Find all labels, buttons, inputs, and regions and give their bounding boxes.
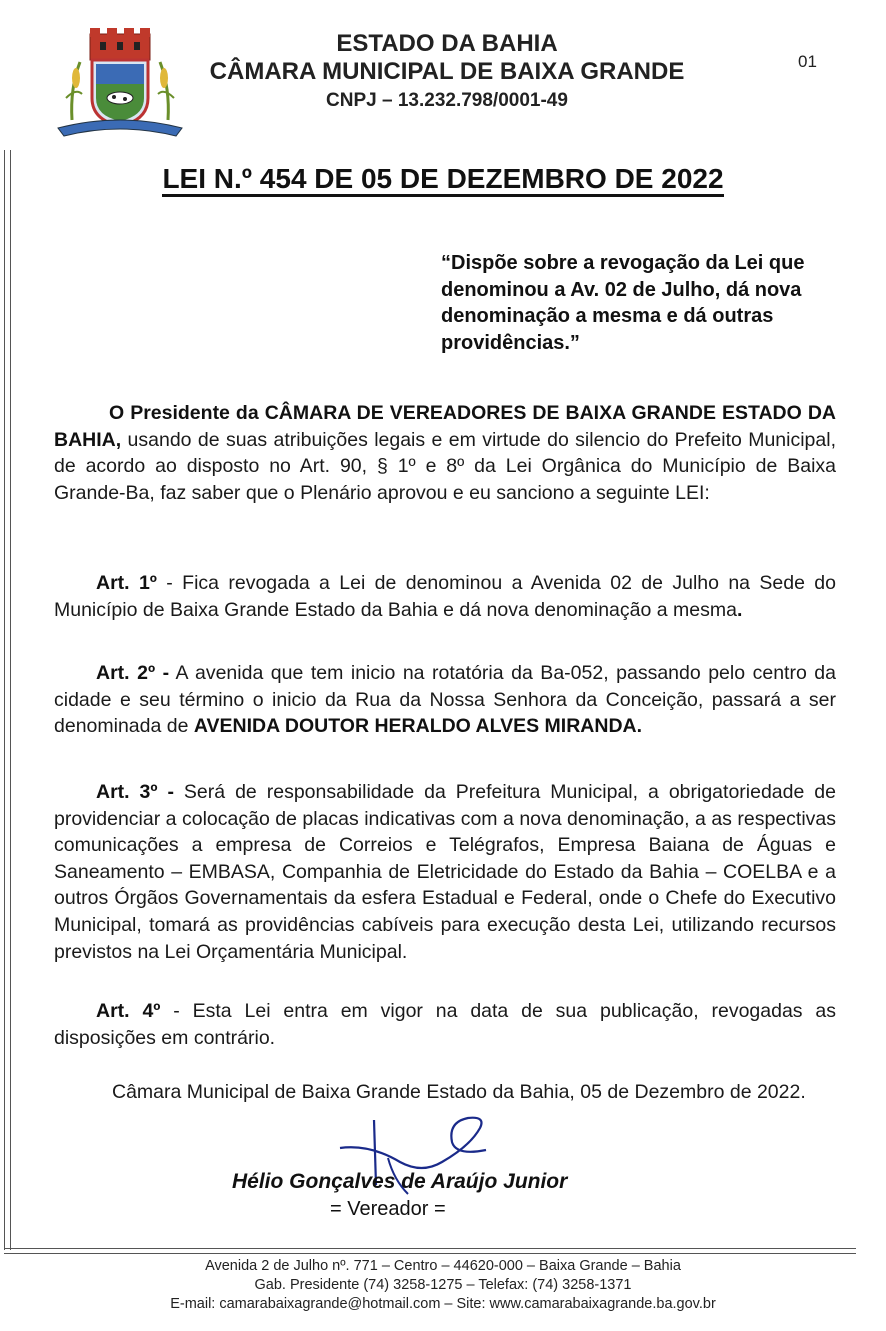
signer-role: = Vereador = [330, 1198, 446, 1220]
article-1 [54, 570, 836, 623]
article-2-label: Art. 2º - [96, 662, 170, 684]
article-1-text: - Fica revogada a Lei de denominou a Avenida 02 de Julho na Sede do Município de Baixa Grande Estado da Bahia e dá nova denominação a mesma [54, 572, 836, 621]
law-title-text: LEI N.º 454 DE 05 DE DEZEMBRO DE 2022 [162, 163, 723, 197]
article-2-bold-tail: AVENIDA DOUTOR HERALDO ALVES MIRANDA. [193, 715, 643, 738]
article-3-text: Será de responsabilidade da Prefeitura Municipal, a obrigatoriedade de providenciar a colocação de placas indicativas com a nova denominação, a as respectivas comunicações a empresa de Correios e Telégrafos, Empresa Baiana de Águas e Saneamento – EMBASA, Companhia de Eletricidade do Estado da Bahia – COELBA e a outros Órgãos Governamentais da esfera Estadual e Federal, onde o Chefe do Executivo Municipal, tomará as providências cabíveis para execução desta Lei, utilizando recursos previstos na Lei Orçamentária Municipal. [54, 781, 836, 963]
preamble-bold: O Presidente da CÂMARA DE VEREADORES DE BAIXA GRANDE ESTADO DA BAHIA, [54, 402, 836, 451]
header-chamber: CÂMARA MUNICIPAL DE BAIXA GRANDE [209, 58, 685, 85]
article-4-text: - Esta Lei entra em vigor na data de sua publicação, revogadas as disposições em contrário. [54, 1000, 837, 1049]
article-4 [54, 998, 836, 1051]
article-2 [54, 660, 836, 740]
preamble-paragraph [54, 400, 836, 506]
law-ementa: “Dispõe sobre a revogação da Lei que denominou a Av. 02 de Julho, dá nova denominação a mesma e dá outras providências.” [441, 252, 805, 354]
article-2-text: A avenida que tem inicio na rotatória da Ba-052, passando pelo centro da cidade e seu término o inicio da Rua da Nossa Senhora da Conceição, passará a ser denominada de [54, 662, 836, 738]
article-1-label: Art. 1º [96, 572, 157, 594]
signer-name: Hélio Gonçalves de Araújo Junior [232, 1170, 568, 1193]
article-3-label: Art. 3º - [96, 781, 174, 803]
left-border-rule [4, 150, 11, 1250]
closing-paragraph: Câmara Municipal de Baixa Grande Estado da Bahia, 05 de Dezembro de 2022. [112, 1081, 806, 1103]
article-4-label: Art. 4º [96, 1000, 161, 1022]
law-title [0, 163, 886, 195]
footer-address: Avenida 2 de Julho nº. 771 – Centro – 44620-000 – Baixa Grande – Bahia [205, 1258, 681, 1274]
header-cnpj: CNPJ – 13.232.798/0001-49 [326, 90, 568, 111]
page-number: 01 [798, 52, 817, 71]
bottom-border-rule [4, 1248, 856, 1254]
footer-contact: E-mail: camarabaixagrande@hotmail.com – Site: www.camarabaixagrande.ba.gov.br [170, 1296, 716, 1312]
article-3 [54, 779, 836, 965]
footer-phones: Gab. Presidente (74) 3258-1275 – Telefax: (74) 3258-1371 [254, 1277, 632, 1293]
preamble-text: usando de suas atribuições legais e em virtude do silencio do Prefeito Municipal, de acordo ao disposto no Art. 90, § 1º e 8º da Lei Orgânica do Município de Baixa Grande-Ba, faz saber que o Plenário aprovou e eu sanciono a seguinte LEI: [54, 428, 836, 504]
header-state: ESTADO DA BAHIA [336, 30, 558, 57]
article-1-tail: . [736, 598, 743, 621]
